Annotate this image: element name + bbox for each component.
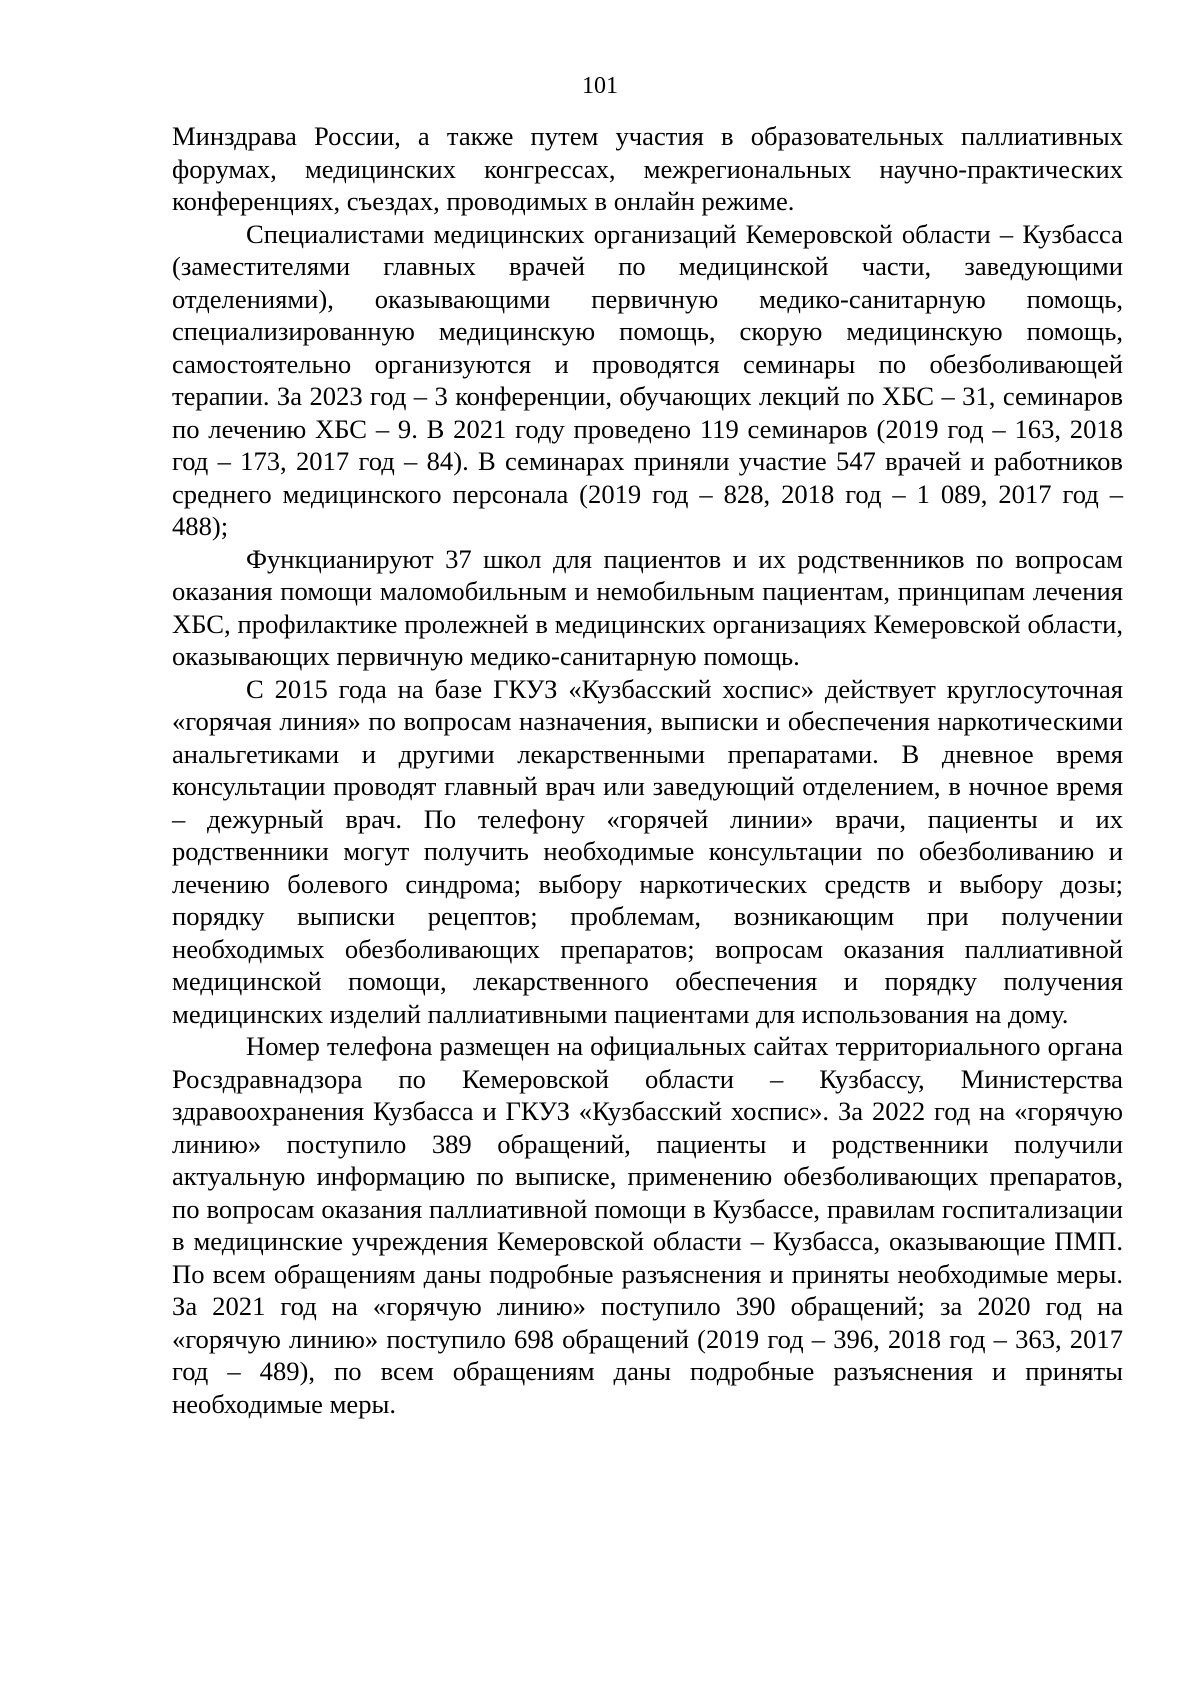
paragraph-2: Специалистами медицинских организаций Кемеровской области – Кузбасса (заместителями главных врачей по медицинской части, заведующими отделениями), оказывающими первичную медико-санитарную помощь, специализированную медицинскую помощь, скорую медицинскую помощь, самостоятельно организуются и проводятся семинары по обезболивающей терапии. За 2023 год – 3 конференции, обучающих лекций по ХБС – 31, семинаров по лечению ХБС – 9. В 2021 году проведено 119 семинаров (2019 год – 163, 2018 год – 173, 2017 год – 84). В семинарах приняли участие 547 врачей и работников среднего медицинского персонала (2019 год – 828, 2018 год – 1 089, 2017 год – 488);: [172, 218, 1123, 541]
document-body: [172, 120, 1123, 1420]
paragraph-5: Номер телефона размещен на официальных сайтах территориального органа Росздравнадзора по Кемеровской области – Кузбассу, Министерства здравоохранения Кузбасса и ГКУЗ «Кузбасский хоспис». За 2022 год на «горячую линию» поступило 389 обращений, пациенты и родственники получили актуальную информацию по выписке, применению обезболивающих препаратов, по вопросам оказания паллиативной помощи в Кузбассе, правилам госпитализации в медицинские учреждения Кемеровской области – Кузбасса, оказывающие ПМП. По всем обращениям даны подробные разъяснения и приняты необходимые меры. За 2021 год на «горячую линию» поступило 390 обращений; за 2020 год на «горячую линию» поступило 698 обращений (2019 год – 396, 2018 год – 363, 2017 год – 489), по всем обращениям даны подробные разъяснения и приняты необходимые меры.: [172, 1031, 1123, 1419]
paragraph-1: Минздрава России, а также путем участия в образовательных паллиативных форумах, медицинских конгрессах, межрегиональных научно-практических конференциях, съездах, проводимых в онлайн режиме.: [172, 121, 1123, 216]
paragraph-4: С 2015 года на базе ГКУЗ «Кузбасский хоспис» действует круглосуточная «горячая линия» по вопросам назначения, выписки и обеспечения наркотическими анальгетиками и другими лекарственными препаратами. В дневное время консультации проводят главный врач или заведующий отделением, в ночное время – дежурный врач. По телефону «горячей линии» врачи, пациенты и их родственники могут получить необходимые консультации по обезболиванию и лечению болевого синдрома; выбору наркотических средств и выбору дозы; порядку выписки рецептов; проблемам, возникающим при получении необходимых обезболивающих препаратов; вопросам оказания паллиативной медицинской помощи, лекарственного обеспечения и порядку получения медицинских изделий паллиативными пациентами для использования на дому.: [172, 673, 1123, 1029]
paragraph-3: Функцианируют 37 школ для пациентов и их родственников по вопросам оказания помощи маломобильным и немобильным пациентам, принципам лечения ХБС, профилактике пролежней в медицинских организациях Кемеровской области, оказывающих первичную медико-санитарную помощь.: [172, 543, 1123, 671]
page-number: 101: [582, 73, 618, 99]
